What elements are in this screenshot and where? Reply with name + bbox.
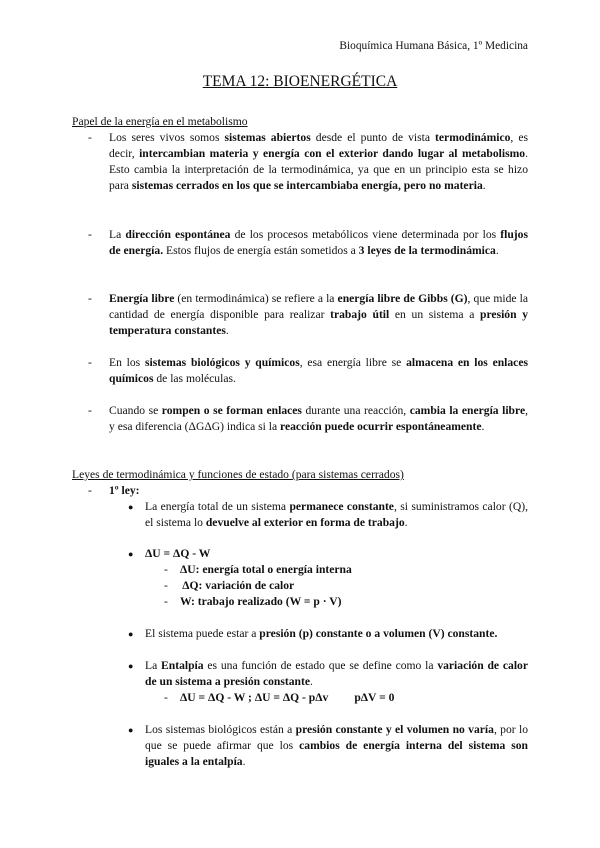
formula: ΔU = ΔQ - W [145,547,211,560]
sub-item: - ΔU: energía total o energía interna [164,563,352,576]
sub-item: - ΔQ: variación de calor [164,579,295,592]
dash-bullet: - [88,484,92,497]
course-header: Bioquímica Humana Básica, 1º Medicina [339,40,528,52]
page-title: TEMA 12: BIOENERGÉTICA [202,73,398,90]
list-item [128,546,528,562]
sub-item: - ΔU = ΔQ - W ; ΔU = ΔQ - pΔv pΔV = 0 [164,691,395,704]
list-item: ● El sistema puede estar a presión (p) constante o a volumen (V) constante. [128,627,498,640]
list-item: - Energía libre (en termodinámica) se refiere a la energía libre de Gibbs (G), que mide la cantidad de energía disponible para realizar trabajo útil en un sistema a presión y temperatura constantes. [88,292,529,337]
sub-item: - W: trabajo realizado (W = p · V) [164,595,342,608]
dot-bullet: ● [128,661,134,671]
law-label: - 1º ley: [88,484,140,497]
list-item: ● La Entalpía es una función de estado que se define como la variación de calor de un sistema a presión constante. [128,659,528,688]
dot-bullet: ● [128,629,134,639]
list-item: - Los seres vivos somos sistemas abiertos desde el punto de vista termodinámico, es decir, intercambian materia y energía con el exterior dando lugar al metabolismo. Esto cambia la interpretación de la termodinámica, ya que en un principio esta se hizo para sistemas cerrados en los que se intercambiaba energía, pero no materia. [88,131,528,192]
list-item: - Cuando se rompen o se forman enlaces durante una reacción, cambia la energía libre, y esa diferencia (ΔGΔG) indica si la reacción puede ocurrir espontáneamente. [88,404,528,433]
section-heading-energy: Papel de la energía en el metabolismo [72,115,248,128]
dash-bullet: - [88,228,92,241]
dash-bullet: - [88,131,92,144]
list-item: ● Los sistemas biológicos están a presión constante y el volumen no varía, por lo que se puede afirmar que los cambios de energía interna del sistema son iguales a la entalpía. [128,723,528,768]
dot-bullet: ● [128,725,134,735]
dash-bullet: - [88,404,92,417]
dot-bullet: ● [128,549,134,559]
section-heading-laws: Leyes de termodinámica y funciones de estado (para sistemas cerrados) [72,468,404,481]
list-item: ● La energía total de un sistema permanece constante, si suministramos calor (Q), el sistema lo devuelve al exterior en forma de trabajo. [128,500,528,529]
dash-bullet: - [88,356,92,369]
list-item: - En los sistemas biológicos y químicos, esa energía libre se almacena en los enlaces químicos de las moléculas. [88,356,528,385]
dash-bullet: - [88,292,92,305]
dot-bullet: ● [128,502,134,512]
list-item: - La dirección espontánea de los procesos metabólicos viene determinada por los flujos de energía. Estos flujos de energía están sometidos a 3 leyes de la termodinámica. [88,228,528,257]
